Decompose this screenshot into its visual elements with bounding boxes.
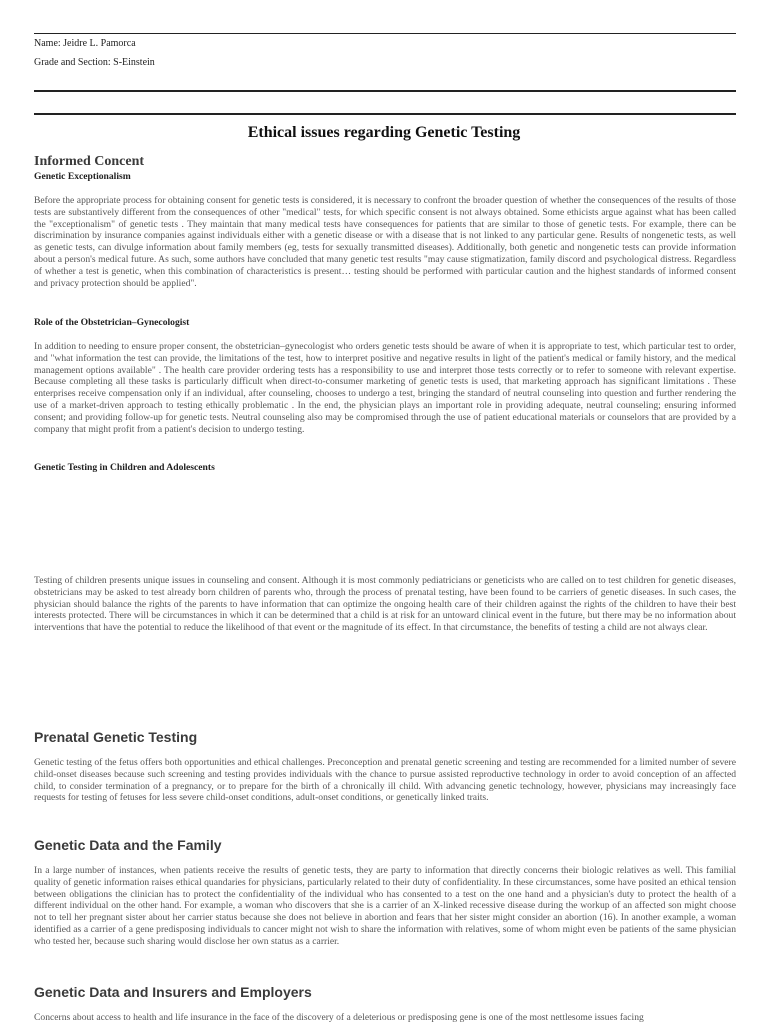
document-title: Ethical issues regarding Genetic Testing [247, 124, 521, 141]
prenatal-paragraph: Genetic testing of the fetus offers both opportunities and ethical challenges. Preconception and prenatal genetic screening and testing are recommended for a limited number of severe child-onset diseases because such screening and testing provides individuals with the chance to pursue assisted reproductive technology in order to avoid conception of an affected child, to consider termination of a pregnancy, or to prepare for the birth of a chronically ill child. With advancing genetic technology, however, physicians may increasingly face requests for testing of fetuses for less severe child-onset conditions, adult-onset conditions, or genetically linked traits. [34, 757, 736, 804]
role-subheading: Role of the Obstetrician–Gynecologist [34, 317, 190, 328]
divider-rule-1 [34, 90, 736, 92]
children-subheading: Genetic Testing in Children and Adolescents [34, 462, 215, 473]
insurers-paragraph: Concerns about access to health and life insurance in the face of the discovery of a deleterious or predisposing gene is one of the most nettlesome issues facing [34, 1012, 644, 1023]
insurers-heading: Genetic Data and Insurers and Employers [34, 984, 312, 1000]
family-paragraph: In a large number of instances, when patients receive the results of genetic tests, they are party to information that directly concerns their biologic relatives as well. This familial quality of genetic information raises ethical quandaries for physicians, particularly related to their duty of confidentiality. In these circumstances, some have posited an ethical tension between obligations the clinician has to protect the confidentiality of the individual who has consented to a test on the one hand and a physician's duty to protect the health of a different individual on the other hand. For example, a woman who discovers that she is a carrier of an X-linked recessive disease during the workup of an affected son might choose not to tell her pregnant sister about her carrier status because she does not believe in abortion and fears that her sister might consider an abortion (16). In another example, a woman identified as a carrier of a gene predisposing individuals to cancer might not wish to share the information with relatives, some of whom might even be patients of the same physician who tested her, because such sharing would disclose her own status as a carrier. [34, 865, 736, 947]
top-rule [34, 33, 736, 34]
prenatal-heading: Prenatal Genetic Testing [34, 729, 198, 745]
role-paragraph: In addition to needing to ensure proper consent, the obstetrician–gynecologist who orders genetic tests should be aware of when it is appropriate to test, which particular test to order, and "what information the test can provide, the limitations of the test, how to interpret positive and negative results in light of the patient's medical or family history, and the medical management options available" . The health care provider ordering tests has a responsibility to use and interpret those tests correctly or to refer to someone with relevant expertise. Because completing all these tasks is particularly difficult when direct-to-consumer marketing of genetic tests is used, that marketing approach has significant limitations . These enterprises receive compensation only if an individual, after counseling, chooses to undergo a test, bringing the standard of neutral counseling into question and further rendering the use of a market-driven approach to testing ethically problematic . In the end, the physician plays an important role in providing adequate, neutral counseling; ensuring informed consent; and providing follow-up for genetic tests. Neutral counseling also may be compromised through the use of patient educational materials or counselors that are provided by a company that might profit from a patient's decision to undergo testing. [34, 341, 736, 435]
divider-rule-2 [34, 113, 736, 115]
genetic-exceptionalism-subheading: Genetic Exceptionalism [34, 171, 131, 182]
informed-consent-heading: Informed Concent [34, 154, 145, 169]
informed-consent-paragraph: Before the appropriate process for obtaining consent for genetic tests is considered, it is necessary to confront the broader question of whether the consequences of the results of those tests are substantively different from the consequences of other "medical" tests, for which specific consent is not always obtained. Some ethicists argue against what has been called the "exceptionalism" of genetic tests . They maintain that many medical tests have consequences for patients that are similar to those of genetic tests. For example, there can be discrimination by insurance companies against individuals either with a genetic disease or with a disease that is not linked to any particular gene. Results of nongenetic tests, as well as genetic tests, can divulge information about family members (eg, tests for sexually transmitted diseases). Additionally, both genetic and nongenetic tests can provide information about a person's medical future. As such, some authors have concluded that many genetic test results "may cause stigmatization, family discord and psychological distress. Regardless of whether a test is genetic, when this combination of characteristics is present… testing should be performed with particular caution and the highest standards of informed consent and privacy protection should be applied". [34, 195, 736, 289]
grade-section: Grade and Section: S-Einstein [34, 57, 155, 68]
student-name: Name: Jeidre L. Pamorca [34, 38, 136, 49]
children-paragraph: Testing of children presents unique issues in counseling and consent. Although it is most commonly pediatricians or geneticists who are called on to test children for genetic diseases, obstetricians may be asked to test already born children of parents who, through the process of prenatal testing, have been found to be carriers of genetic diseases. In such cases, the physician should balance the rights of the parents to have information that can optimize the ongoing health care of their children against the rights of the children to have their best interests protected. There will be circumstances in which it can be determined that a child is at risk for an untoward clinical event in the future, but there may be no information about interventions that have the potential to reduce the likelihood of that event or the magnitude of its effect. In that circumstance, the benefits of testing a child are not always clear. [34, 575, 736, 634]
family-heading: Genetic Data and the Family [34, 837, 222, 853]
